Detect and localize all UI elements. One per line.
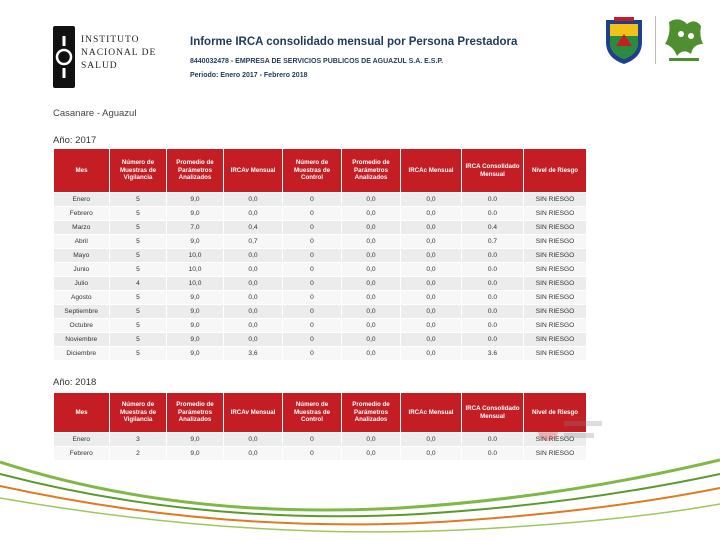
- instituto-line1: INSTITUTO: [81, 35, 140, 45]
- table-cell: 5: [110, 263, 167, 277]
- table-cell: 0,0: [342, 433, 401, 447]
- year-2017-label: Año: 2017: [53, 135, 97, 146]
- table-cell: SIN RIESGO: [524, 277, 587, 291]
- table-row: [54, 235, 587, 249]
- table-cell: 0: [283, 305, 342, 319]
- table-cell: Diciembre: [54, 347, 110, 361]
- table-cell: 5: [110, 193, 167, 207]
- table-cell: 0,0: [342, 291, 401, 305]
- table-cell: Agosto: [54, 291, 110, 305]
- table-cell: 0,0: [224, 263, 283, 277]
- table-cell: 0: [283, 249, 342, 263]
- table-cell: Julio: [54, 277, 110, 291]
- table-row: [54, 305, 587, 319]
- table-cell: Junio: [54, 263, 110, 277]
- table-cell: 9,0: [167, 193, 224, 207]
- table-cell: 0,0: [224, 319, 283, 333]
- logo-divider: [655, 16, 656, 64]
- table-cell: 0,0: [342, 207, 401, 221]
- table-cell: 0: [283, 221, 342, 235]
- col-header: Nivel de Riesgo: [524, 149, 587, 193]
- table-cell: 5: [110, 305, 167, 319]
- table-cell: SIN RIESGO: [524, 347, 587, 361]
- table-cell: 0: [283, 447, 342, 461]
- table-cell: 0,0: [224, 433, 283, 447]
- col-header: Mes: [54, 393, 110, 433]
- table-row: [54, 277, 587, 291]
- table-cell: 10,0: [167, 249, 224, 263]
- table-cell: SIN RIESGO: [524, 263, 587, 277]
- table-cell: 0,0: [401, 305, 462, 319]
- table-2017-body: [54, 193, 587, 361]
- col-header: Promedio de Parámetros Analizados: [167, 393, 224, 433]
- table-cell: 5: [110, 221, 167, 235]
- table-cell: 5: [110, 291, 167, 305]
- table-cell: 3: [110, 433, 167, 447]
- table-cell: 0.0: [462, 249, 524, 263]
- table-cell: Noviembre: [54, 333, 110, 347]
- table-cell: 0,0: [342, 263, 401, 277]
- table-cell: 0,0: [401, 249, 462, 263]
- table-cell: 0: [283, 277, 342, 291]
- table-cell: SIN RIESGO: [524, 291, 587, 305]
- table-cell: 9,0: [167, 447, 224, 461]
- table-cell: SIN RIESGO: [524, 447, 587, 461]
- table-cell: SIN RIESGO: [524, 433, 587, 447]
- table-row: [54, 193, 587, 207]
- table-cell: 0,0: [224, 193, 283, 207]
- table-cell: 0: [283, 235, 342, 249]
- table-cell: SIN RIESGO: [524, 333, 587, 347]
- table-cell: SIN RIESGO: [524, 221, 587, 235]
- table-cell: Mayo: [54, 249, 110, 263]
- table-row: [54, 221, 587, 235]
- table-header-row: [54, 393, 587, 433]
- table-cell: 0,0: [342, 319, 401, 333]
- table-cell: Septiembre: [54, 305, 110, 319]
- table-cell: 0,0: [224, 305, 283, 319]
- table-cell: 0,0: [401, 263, 462, 277]
- table-cell: Marzo: [54, 221, 110, 235]
- table-cell: 0: [283, 263, 342, 277]
- table-cell: 0.0: [462, 263, 524, 277]
- region-label: Casanare - Aguazul: [53, 108, 137, 119]
- table-cell: 9,0: [167, 347, 224, 361]
- table-cell: 0,0: [342, 333, 401, 347]
- col-header: IRCAc Mensual: [401, 149, 462, 193]
- table-cell: 9,0: [167, 305, 224, 319]
- table-cell: 3.6: [462, 347, 524, 361]
- table-cell: 0,0: [224, 277, 283, 291]
- table-cell: 3,6: [224, 347, 283, 361]
- table-cell: 0.0: [462, 447, 524, 461]
- table-cell: 0: [283, 433, 342, 447]
- table-cell: 0,4: [224, 221, 283, 235]
- gobernacion-logo-icon: [661, 14, 707, 66]
- instituto-line2: NACIONAL DE: [81, 48, 157, 58]
- col-header: Promedio de Parámetros Analizados: [342, 149, 401, 193]
- table-cell: 5: [110, 319, 167, 333]
- table-cell: 0: [283, 333, 342, 347]
- col-header: Número de Muestras de Control: [283, 393, 342, 433]
- instituto-line3: SALUD: [81, 61, 118, 71]
- table-cell: 0,0: [401, 333, 462, 347]
- table-cell: 0,0: [342, 193, 401, 207]
- table-cell: 0.0: [462, 207, 524, 221]
- col-header: Nivel de Riesgo: [524, 393, 587, 433]
- table-cell: 10,0: [167, 263, 224, 277]
- table-cell: SIN RIESGO: [524, 235, 587, 249]
- col-header: IRCAv Mensual: [224, 149, 283, 193]
- table-cell: 9,0: [167, 433, 224, 447]
- col-header: Número de Muestras de Vigilancia: [110, 393, 167, 433]
- table-row: [54, 207, 587, 221]
- col-header: IRCA Consolidado Mensual: [462, 149, 524, 193]
- period-line: Periodo: Enero 2017 - Febrero 2018: [190, 72, 308, 79]
- table-row: [54, 263, 587, 277]
- table-cell: 0: [283, 291, 342, 305]
- table-cell: 2: [110, 447, 167, 461]
- col-header: Número de Muestras de Control: [283, 149, 342, 193]
- table-cell: 0: [283, 319, 342, 333]
- table-cell: 0.0: [462, 277, 524, 291]
- table-cell: 9,0: [167, 319, 224, 333]
- table-cell: 5: [110, 207, 167, 221]
- table-cell: 0,0: [342, 305, 401, 319]
- instituto-logo-icon: [53, 26, 75, 88]
- table-cell: 0,0: [401, 207, 462, 221]
- col-header: Promedio de Parámetros Analizados: [167, 149, 224, 193]
- table-cell: 10,0: [167, 277, 224, 291]
- report-header: [190, 36, 517, 79]
- table-row: [54, 249, 587, 263]
- table-cell: 0.0: [462, 333, 524, 347]
- table-cell: Enero: [54, 433, 110, 447]
- table-cell: 0.0: [462, 305, 524, 319]
- table-cell: 5: [110, 333, 167, 347]
- year-2018-label: Año: 2018: [53, 377, 97, 388]
- table-cell: SIN RIESGO: [524, 319, 587, 333]
- table-cell: 0: [283, 207, 342, 221]
- decorative-swoosh: [0, 430, 720, 540]
- table-2017: [53, 148, 587, 361]
- table-cell: 7,0: [167, 221, 224, 235]
- table-cell: 0: [283, 347, 342, 361]
- table-header-row: [54, 149, 587, 193]
- table-cell: 9,0: [167, 207, 224, 221]
- table-cell: Abril: [54, 235, 110, 249]
- table-cell: 0.4: [462, 221, 524, 235]
- table-cell: 0.0: [462, 319, 524, 333]
- table-row: [54, 319, 587, 333]
- table-cell: 5: [110, 235, 167, 249]
- table-cell: 0.0: [462, 433, 524, 447]
- table-cell: Febrero: [54, 207, 110, 221]
- table-cell: 0,0: [342, 249, 401, 263]
- table-cell: 4: [110, 277, 167, 291]
- table-cell: SIN RIESGO: [524, 249, 587, 263]
- table-cell: 0,0: [342, 235, 401, 249]
- boyaca-shield-icon: [602, 16, 646, 66]
- table-cell: Enero: [54, 193, 110, 207]
- table-cell: 0,0: [401, 291, 462, 305]
- table-cell: 0.0: [462, 291, 524, 305]
- table-cell: 9,0: [167, 235, 224, 249]
- col-header: Número de Muestras de Vigilancia: [110, 149, 167, 193]
- table-cell: SIN RIESGO: [524, 193, 587, 207]
- table-cell: 0,0: [224, 207, 283, 221]
- table-cell: 0,0: [401, 347, 462, 361]
- table-cell: Octubre: [54, 319, 110, 333]
- table-cell: 0,0: [224, 333, 283, 347]
- table-cell: SIN RIESGO: [524, 207, 587, 221]
- table-cell: 0,7: [224, 235, 283, 249]
- table-cell: 5: [110, 347, 167, 361]
- table-cell: 0,0: [342, 277, 401, 291]
- table-cell: 5: [110, 249, 167, 263]
- table-cell: 0,0: [342, 347, 401, 361]
- table-row: [54, 291, 587, 305]
- table-cell: 0,0: [342, 447, 401, 461]
- col-header: Mes: [54, 149, 110, 193]
- company-line: 8440032478 - EMPRESA DE SERVICIOS PUBLICOS DE AGUAZUL S.A. E.S.P.: [190, 58, 444, 65]
- table-cell: Febrero: [54, 447, 110, 461]
- table-cell: 0: [283, 193, 342, 207]
- table-cell: 0,0: [401, 319, 462, 333]
- col-header: IRCA Consolidado Mensual: [462, 393, 524, 433]
- report-title: Informe IRCA consolidado mensual por Persona Prestadora: [190, 36, 518, 48]
- table-row: [54, 333, 587, 347]
- table-cell: 0,0: [224, 447, 283, 461]
- table-cell: 0.0: [462, 193, 524, 207]
- table-cell: 0.7: [462, 235, 524, 249]
- table-cell: 0,0: [342, 221, 401, 235]
- table-cell: 0,0: [401, 193, 462, 207]
- table-cell: 0,0: [401, 277, 462, 291]
- table-cell: SIN RIESGO: [524, 305, 587, 319]
- table-cell: 0,0: [401, 235, 462, 249]
- table-row: [54, 347, 587, 361]
- table-cell: 9,0: [167, 333, 224, 347]
- table-cell: 0,0: [224, 249, 283, 263]
- table-cell: 0,0: [401, 433, 462, 447]
- col-header: IRCAc Mensual: [401, 393, 462, 433]
- table-cell: 0,0: [224, 291, 283, 305]
- table-cell: 0,0: [401, 221, 462, 235]
- col-header: IRCAv Mensual: [224, 393, 283, 433]
- table-cell: 0,0: [401, 447, 462, 461]
- instituto-logo: [53, 24, 157, 92]
- table-cell: 9,0: [167, 291, 224, 305]
- col-header: Promedio de Parámetros Analizados: [342, 393, 401, 433]
